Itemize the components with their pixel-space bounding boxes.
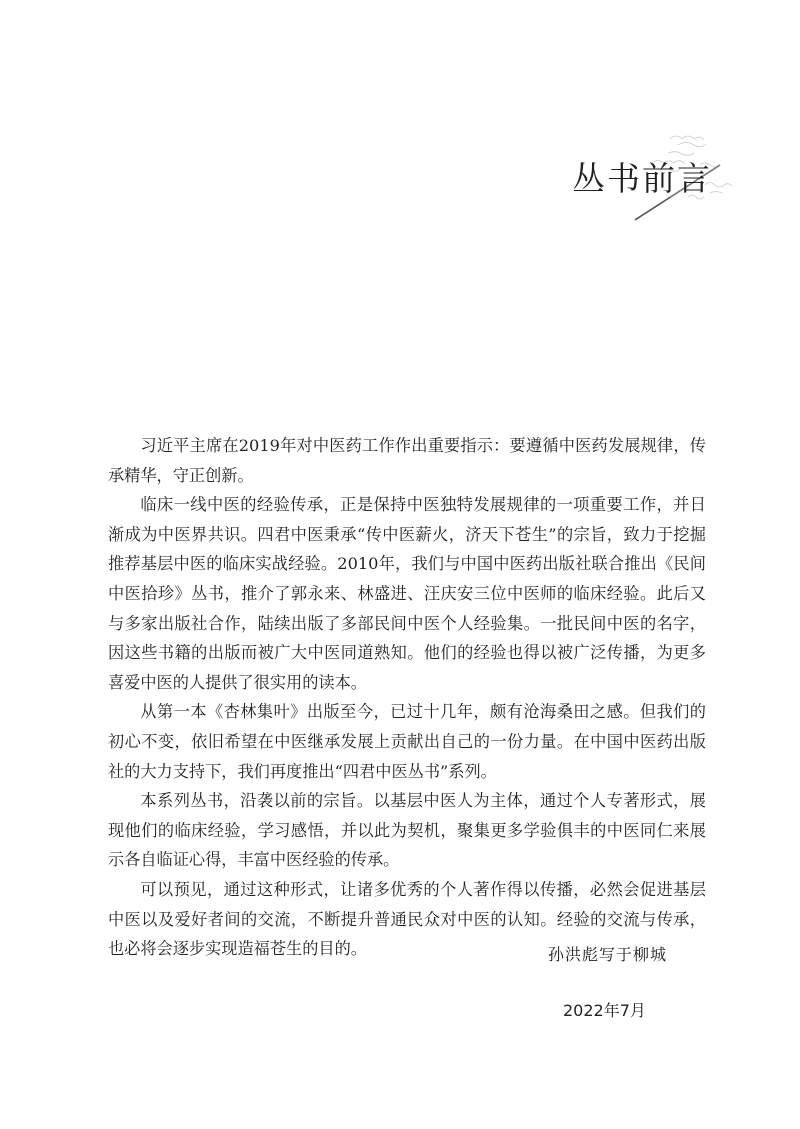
heading-block: [560, 125, 740, 225]
paragraph: 本系列丛书，沿袭以前的宗旨。以基层中医人为主体，通过个人专著形式，展现他们的临床经验，学习感悟，并以此为契机，聚集更多学验俱丰的中医同仁来展示各自临证心得，丰富中医经验的传承。: [108, 791, 706, 870]
signature-date: 2022年7月: [563, 1001, 646, 1020]
preface-body: [108, 431, 706, 964]
paragraph: 可以预见，通过这种形式，让诸多优秀的个人著作得以传播，必然会促进基层中医以及爱好者间的交流，不断提升普通民众对中医的认知。经验的交流与传承，也必将会逐步实现造福苍生的目的。: [108, 879, 706, 959]
author-signature: 孙洪彪写于柳城: [548, 945, 668, 964]
paragraph: 从第一本《杏林集叶》出版至今，已过十几年，颇有沧海桑田之感。但我们的初心不变，依旧希望在中医继承发展上贡献出自己的一份力量。在中国中医药出版社的大力支持下，我们再度推出“四君中医丛书”系列。: [108, 702, 706, 781]
paragraph: 习近平主席在2019年对中医药工作作出重要指示：要遵循中医药发展规律，传承精华，守正创新。: [108, 436, 706, 485]
page-title: 丛书前言: [572, 159, 712, 198]
paragraph: 临床一线中医的经验传承，正是保持中医独特发展规律的一项重要工作，并日渐成为中医界共识。四君中医秉承“传中医薪火，济天下苍生”的宗旨，致力于挖掘推荐基层中医的临床实战经验。2010年，我们与中国中医药出版社联合推出《民间中医拾珍》丛书，推介了郭永来、林盛进、汪庆安三位中医师的临床经验。此后又与多家出版社合作，陆续出版了多部民间中医个人经验集。一批民间中医的名字，因这些书籍的出版而被广大中医同道熟知。他们的经验也得以被广泛传播，为更多喜爱中医的人提供了很实用的读本。: [108, 495, 706, 692]
